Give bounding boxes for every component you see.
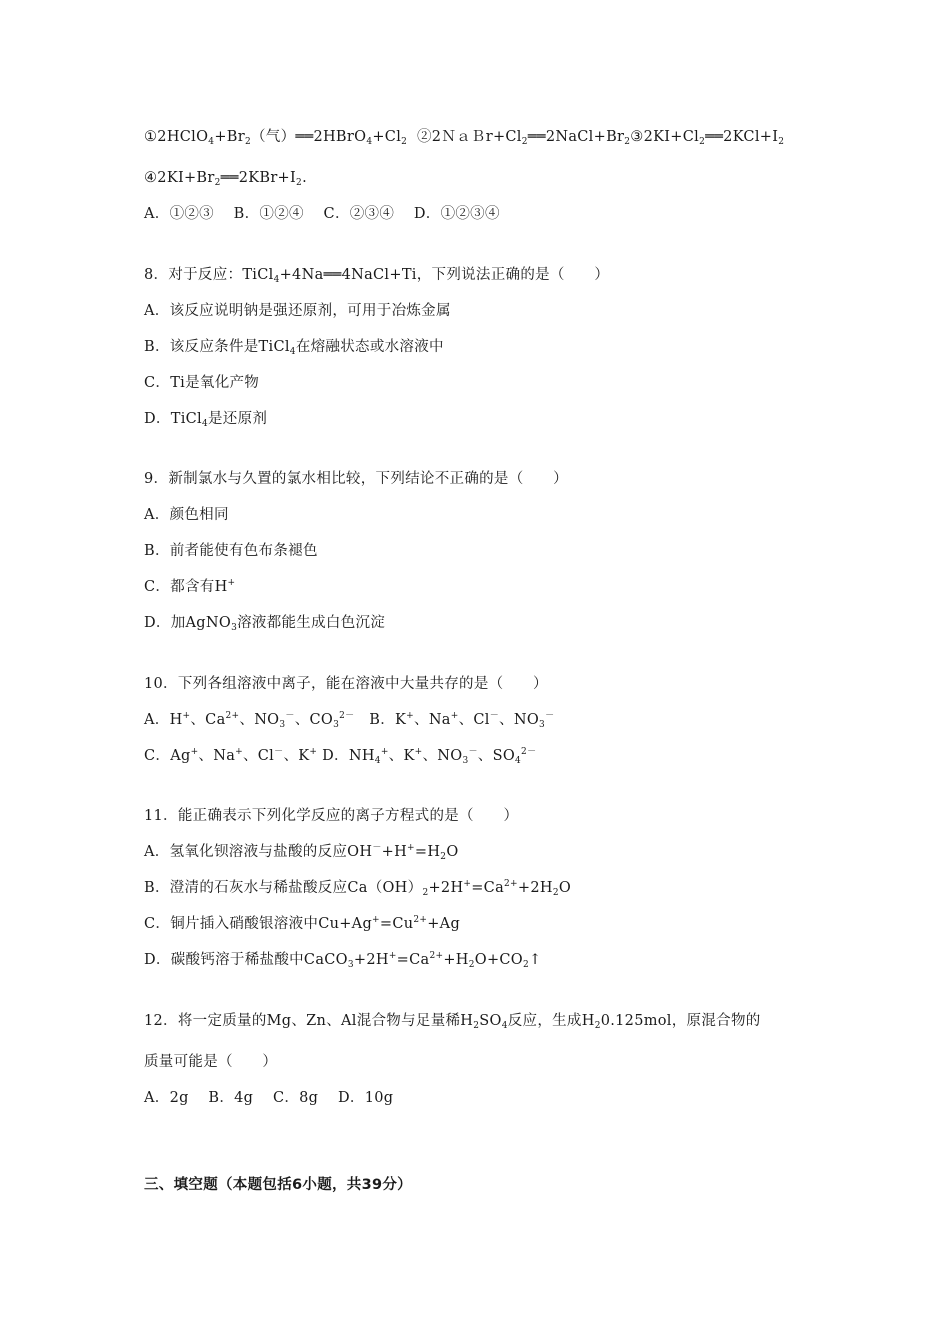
q9-stem: 9．新制氯水与久置的氯水相比较，下列结论不正确的是（ ） xyxy=(144,471,568,487)
q11-option-c: C．铜片插入硝酸银溶液中$Cu+Ag^+=Cu^{2+}+Ag$ xyxy=(144,915,461,932)
q7-reactions-line-1: $①2HClO_4+Br_2$（气）$══2HBrO_4+Cl_2$ $②2NaBr+Cl_2══2NaCl+Br_2③2KI+Cl_2══2KCl+I_2$ xyxy=(144,129,785,147)
q11-option-a: A．氢氧化钡溶液与盐酸的反应$OH^-+H^+=H_2O$ xyxy=(144,843,459,862)
q9-option-a: A．颜色相同 xyxy=(144,507,229,523)
q10-options-cd: C．Ag+、Na+、Cl－、K+ D．$NH_4^+$、K+、$NO_3^-$、$SO_4^{2-}$ xyxy=(144,747,537,766)
q8-option-b: B．该反应条件是TiCl$_4$在熔融状态或水溶液中 xyxy=(144,339,444,357)
q7-options: A．①②③ B．①②④ C．②③④ D．①②③④ xyxy=(144,206,500,222)
q12-stem-line-2: 质量可能是（ ） xyxy=(144,1054,278,1070)
q10-options-ab: A．H+、$Ca^{2+}$、$NO_3^-$、$CO_3^{2-}$ B．K+、Na+、Cl－、$NO_3^-$ xyxy=(144,711,555,730)
q7-reactions-line-2: $④2KI+Br_2══2KBr+I_2$. xyxy=(144,170,307,188)
q8-option-c: C．Ti是氧化产物 xyxy=(144,375,260,391)
q12-options: A．2g B．4g C．8g D．10g xyxy=(144,1090,394,1106)
q9-option-d: D．加AgNO$_3$溶液都能生成白色沉淀 xyxy=(144,615,386,633)
q12-stem-line-1: 12．将一定质量的Mg、Zn、Al混合物与足量稀$H_2SO_4$反应，生成$H_20.125mol$，原混合物的 xyxy=(144,1013,761,1031)
q11-stem: 11．能正确表示下列化学反应的离子方程式的是（ ） xyxy=(144,808,519,824)
q9-option-c: C．都含有H+ xyxy=(144,578,236,595)
q11-option-b: B．澄清的石灰水与稀盐酸反应$Ca(OH)_2+2H^+=Ca^{2+}+2H_2O$ xyxy=(144,879,572,898)
q11-option-d: D．碳酸钙溶于稀盐酸中$CaCO_3+2H^+=Ca^{2+}+H_2O+CO_2↑$ xyxy=(144,951,542,970)
q8-option-d: D．TiCl$_4$是还原剂 xyxy=(144,411,268,429)
q8-stem: 8．对于反应：TiCl$_4$+4Na══4NaCl+Ti，下列说法正确的是（ ） xyxy=(144,267,610,285)
section-3-heading: 三、填空题（本题包括6小题，共39分） xyxy=(144,1177,412,1193)
q8-option-a: A．该反应说明钠是强还原剂，可用于冶炼金属 xyxy=(144,303,451,319)
q9-option-b: B．前者能使有色布条褪色 xyxy=(144,543,318,559)
q10-stem: 10．下列各组溶液中离子，能在溶液中大量共存的是（ ） xyxy=(144,676,548,692)
